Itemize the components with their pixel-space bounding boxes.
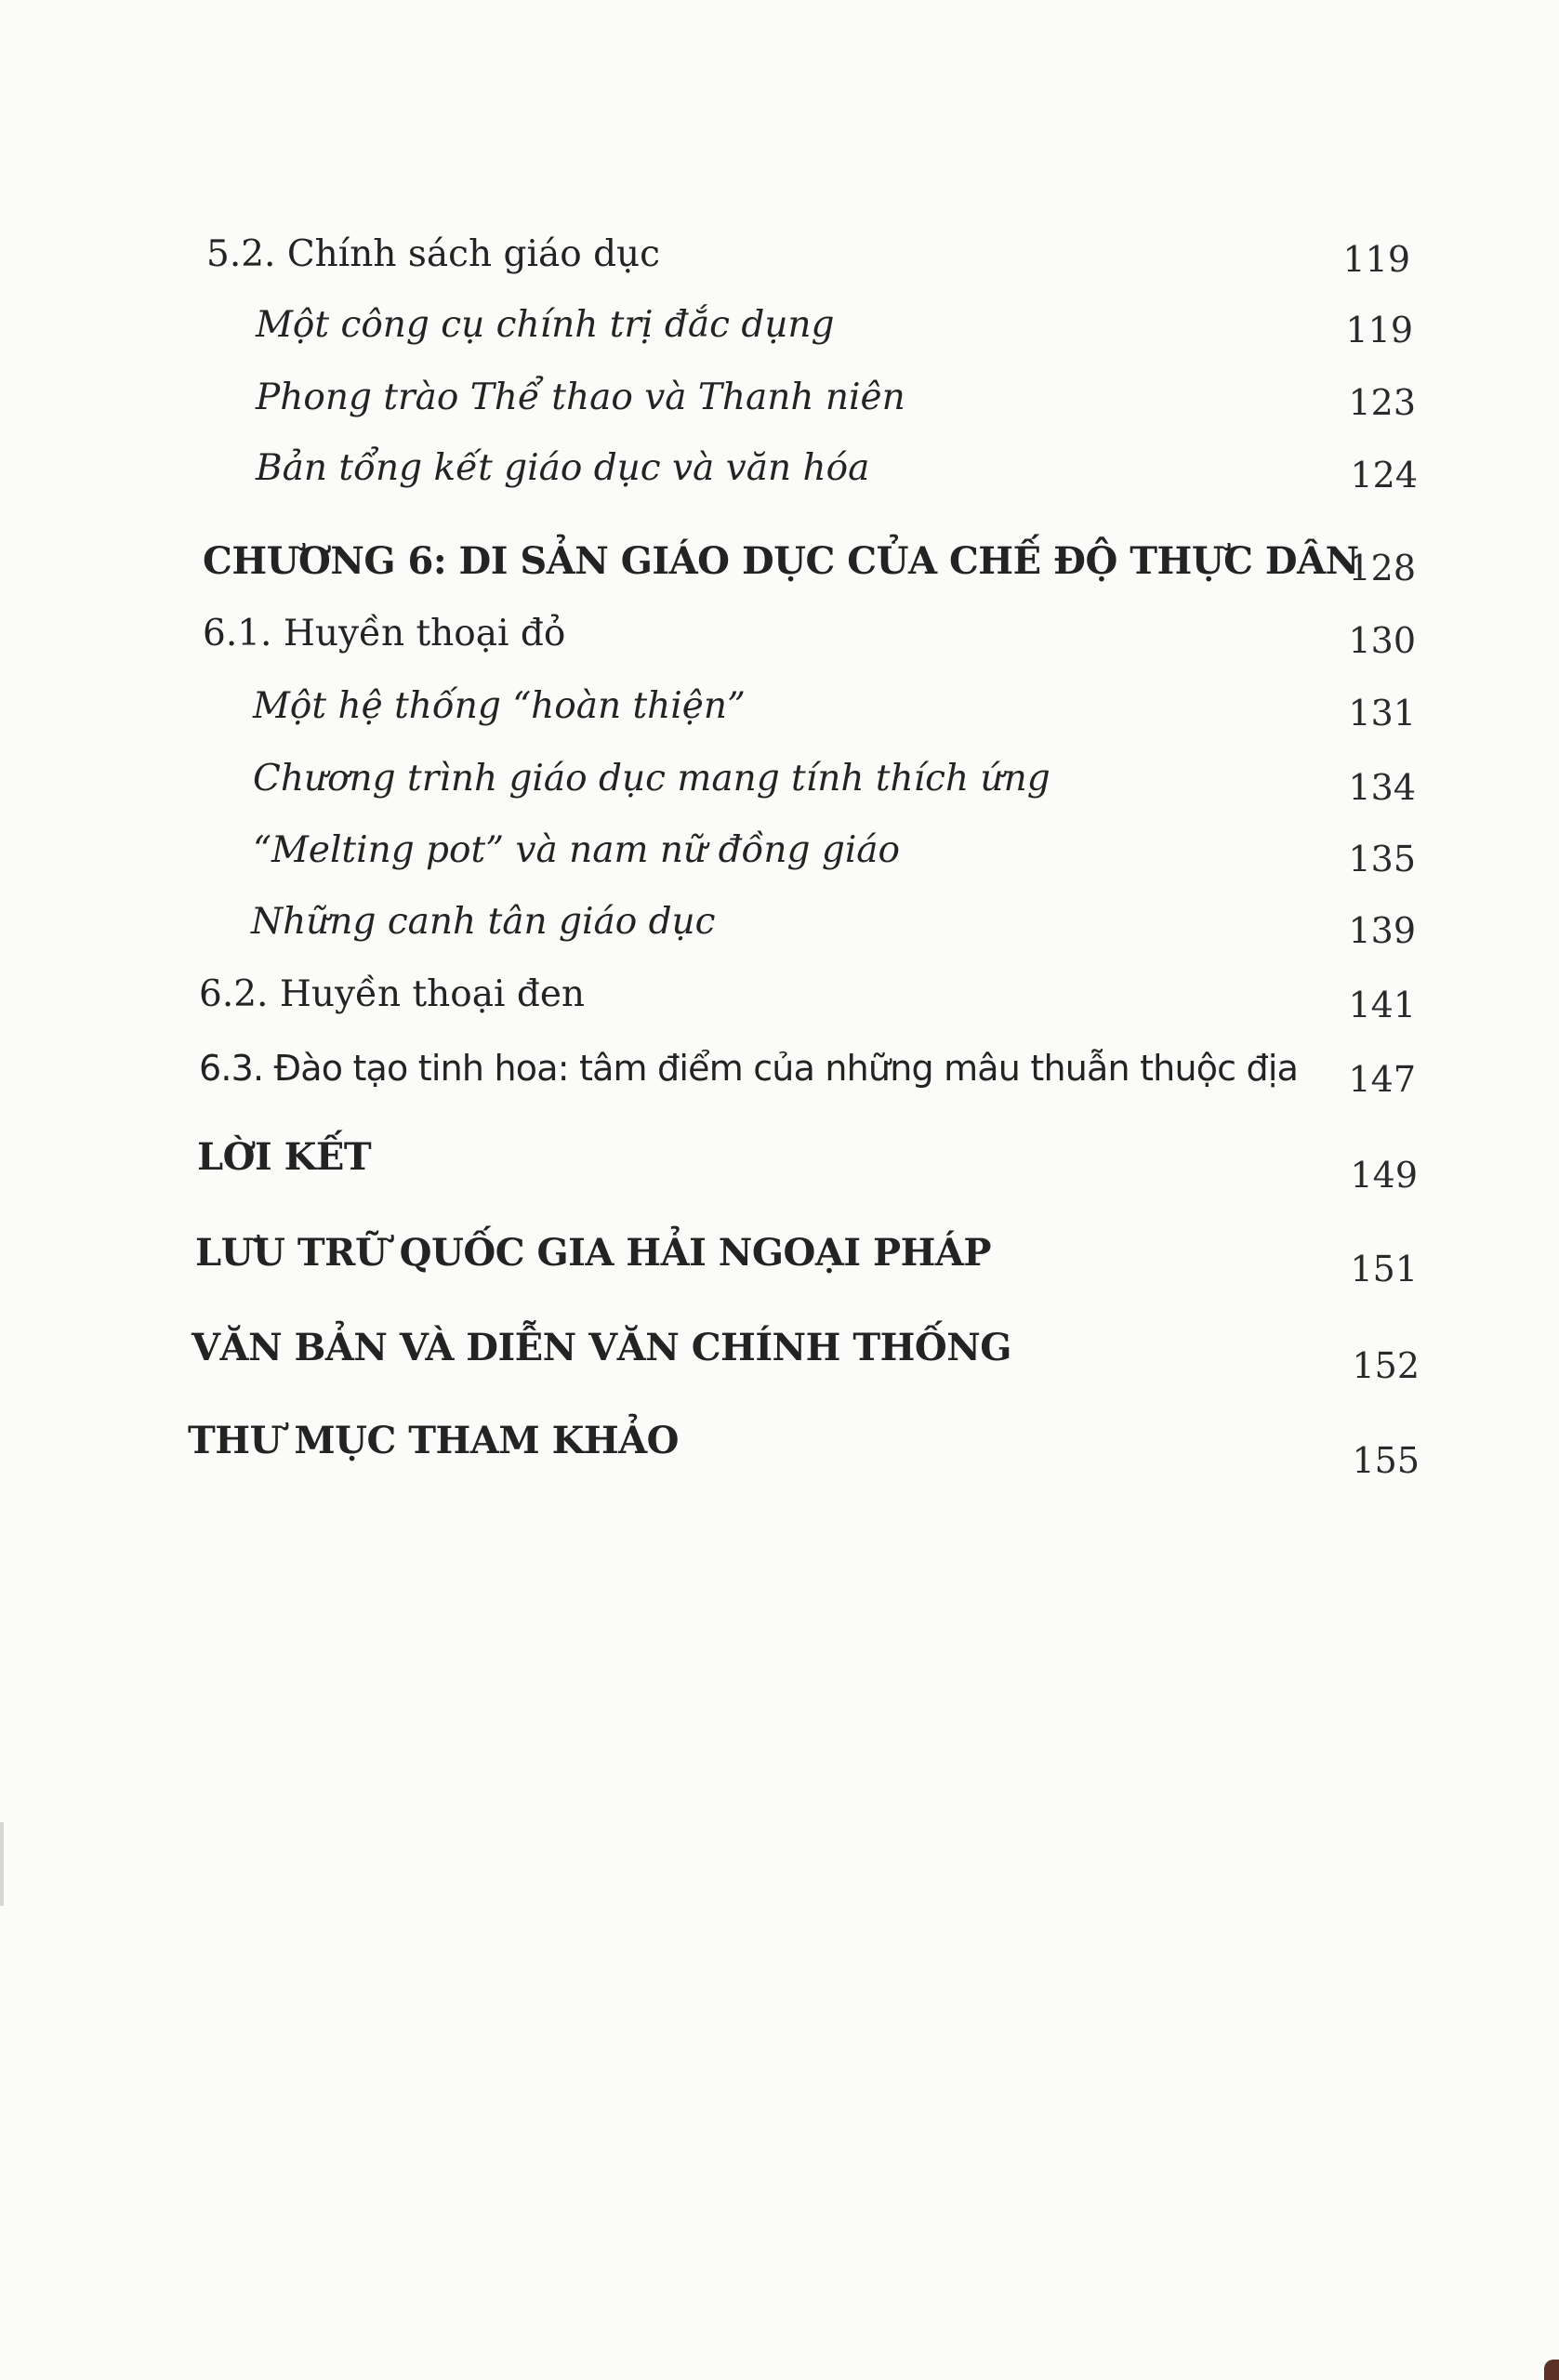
toc-entry-title: LỜI KẾT [197, 1135, 372, 1179]
toc-entry-subsection [0, 304, 1559, 363]
toc-entry-page-number: 149 [1350, 1155, 1418, 1196]
toc-entry-title: 6.1. Huyền thoại đỏ [203, 613, 566, 654]
toc-entry-title: Một hệ thống “hoàn thiện” [253, 685, 746, 727]
toc-entry-page-number: 135 [1348, 839, 1416, 879]
toc-entry-page-number: 130 [1348, 620, 1416, 661]
toc-entry-section-6-2 [0, 973, 1559, 1032]
toc-entry-section-6-3 [0, 1048, 1559, 1106]
toc-entry-bibliography [0, 1419, 1559, 1481]
toc-entry-title: Một công cụ chính trị đắc dụng [256, 304, 835, 346]
toc-entry-title: 6.2. Huyền thoại đen [199, 973, 586, 1015]
toc-entry-page-number: 139 [1348, 910, 1416, 951]
toc-entry-subsection [0, 685, 1559, 744]
toc-entry-official-texts [0, 1326, 1559, 1386]
toc-entry-title: LƯU TRỮ QUỐC GIA HẢI NGOẠI PHÁP [195, 1231, 991, 1275]
toc-entry-page-number: 119 [1345, 310, 1413, 350]
page-binding-shadow [0, 1822, 4, 1906]
toc-entry-subsection [0, 447, 1559, 506]
toc-entry-title: Bản tổng kết giáo dục và văn hóa [256, 447, 870, 489]
toc-entry-subsection [0, 901, 1559, 959]
toc-entry-title: “Melting pot” và nam nữ đồng giáo [253, 829, 901, 871]
toc-entry-subsection [0, 829, 1559, 888]
toc-entry-title: 5.2. Chính sách giáo dục [206, 233, 660, 275]
toc-entry-title: VĂN BẢN VÀ DIỄN VĂN CHÍNH THỐNG [192, 1326, 1011, 1369]
toc-entry-page-number: 128 [1348, 548, 1416, 588]
toc-entry-page-number: 124 [1350, 455, 1418, 496]
toc-entry-page-number: 152 [1352, 1345, 1420, 1386]
toc-entry-conclusion [0, 1135, 1559, 1196]
toc-entry-title: 6.3. Đào tạo tinh hoa: tâm điểm của những mâu thuẫn thuộc địa [199, 1048, 1299, 1089]
toc-entry-page-number: 141 [1348, 985, 1416, 1025]
toc-entry-title: Phong trào Thể thao và Thanh niên [256, 377, 905, 418]
toc-entry-section-6-1 [0, 615, 1559, 671]
toc-entry-title: CHƯƠNG 6: DI SẢN GIÁO DỤC CỦA CHẾ ĐỘ THỰC DÂN [203, 539, 1359, 583]
toc-entry-page-number: 155 [1352, 1440, 1420, 1481]
toc-entry-subsection [0, 760, 1559, 816]
toc-entry-archives [0, 1231, 1559, 1290]
toc-entry-title: Chương trình giáo dục mang tính thích ứng [253, 758, 1050, 800]
toc-entry-page-number: 123 [1348, 382, 1416, 423]
page-corner-edge [1544, 2360, 1559, 2380]
toc-entry-page-number: 119 [1342, 239, 1410, 280]
toc-entry-page-number: 134 [1348, 767, 1416, 808]
toc-entry-chapter-6 [0, 539, 1559, 599]
toc-entry-section-5-2 [0, 233, 1559, 292]
toc-entry-subsection [0, 379, 1559, 435]
toc-entry-title: THƯ MỤC THAM KHẢO [188, 1419, 680, 1462]
toc-entry-title: Những canh tân giáo dục [251, 901, 716, 943]
toc-entry-page-number: 151 [1350, 1249, 1418, 1289]
toc-entry-page-number: 147 [1348, 1059, 1416, 1100]
toc-entry-page-number: 131 [1348, 693, 1416, 734]
